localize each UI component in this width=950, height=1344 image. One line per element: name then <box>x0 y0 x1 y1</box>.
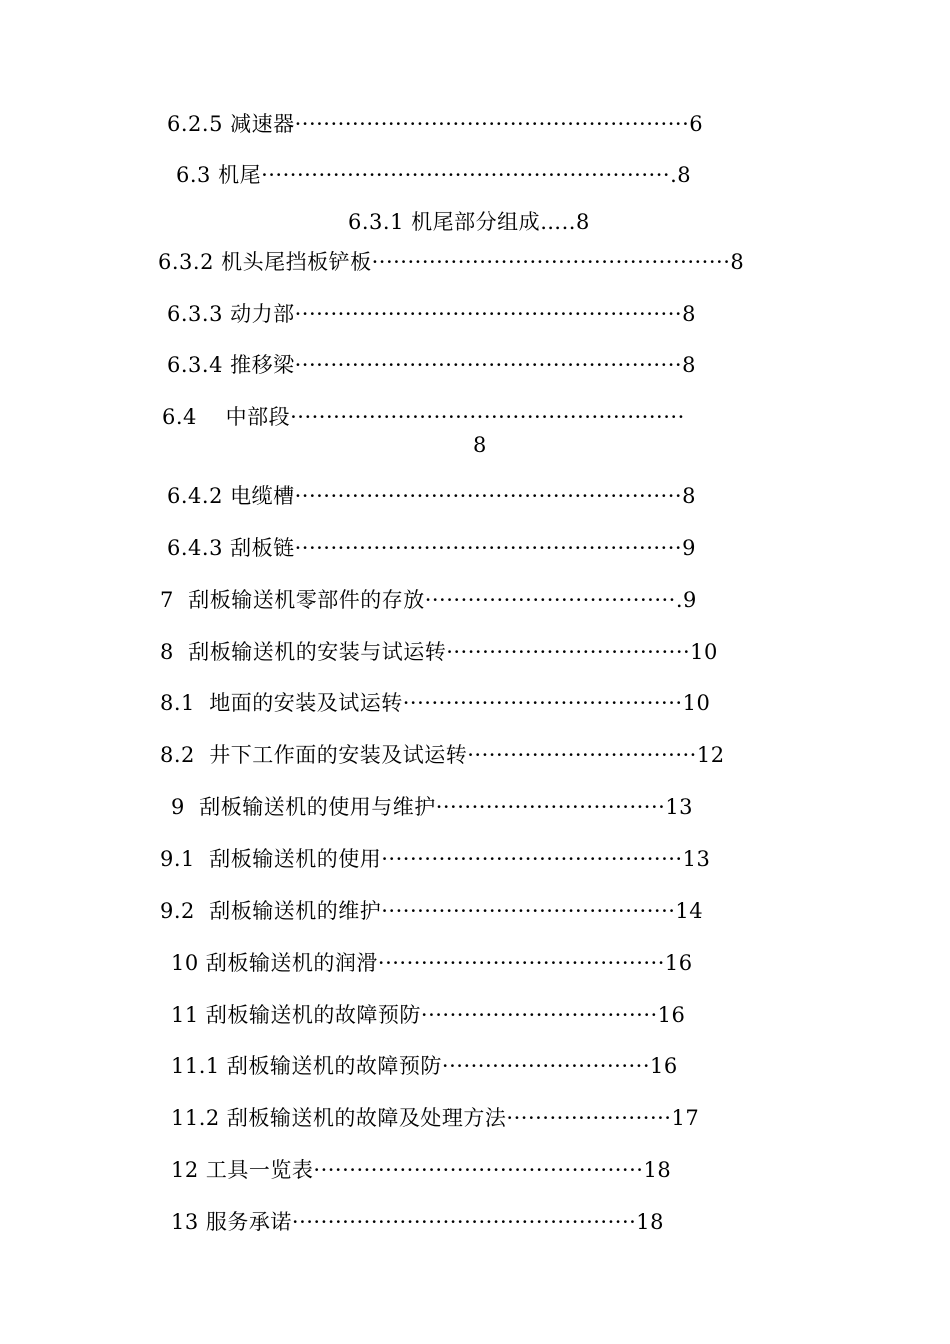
toc-entry <box>171 950 693 976</box>
toc-entry <box>167 352 696 378</box>
toc-entry-text: 8.2 井下工作面的安装及试运转································12 <box>160 743 725 767</box>
toc-entry <box>167 535 696 561</box>
toc-entry-text: 6.4 中部段······················································· <box>162 405 685 429</box>
toc-entry-text: 6.4.2 电缆槽······················································8 <box>167 484 696 508</box>
toc-entry <box>348 209 590 235</box>
toc-entry-text: 8 刮板输送机的安装与试运转··································10 <box>160 640 718 664</box>
toc-entry <box>171 1053 678 1079</box>
toc-entry <box>158 249 744 275</box>
toc-entry <box>167 111 703 137</box>
toc-entry-text: 8 <box>473 433 487 457</box>
toc-entry <box>160 846 710 872</box>
toc-entry <box>171 1209 664 1235</box>
toc-entry-text: 6.3.4 推移梁······················································8 <box>167 353 696 377</box>
toc-entry-text: 6.3 机尾·························································.8 <box>176 163 692 187</box>
toc-entry-text: 10 刮板输送机的润滑········································16 <box>171 951 693 975</box>
toc-entry <box>167 483 696 509</box>
toc-entry <box>171 1157 671 1183</box>
toc-entry <box>160 742 725 768</box>
toc-entry <box>160 639 718 665</box>
toc-entry <box>171 1105 699 1131</box>
toc-entry <box>473 432 487 458</box>
toc-entry <box>162 404 685 430</box>
toc-entry <box>171 1002 685 1028</box>
toc-entry-text: 6.3.2 机头尾挡板铲板··················································8 <box>158 250 745 274</box>
toc-entry-text: 7 刮板输送机零部件的存放···································.9 <box>160 588 697 612</box>
toc-entry <box>167 301 696 327</box>
toc-entry-text: 11.2 刮板输送机的故障及处理方法·······················17 <box>171 1106 700 1130</box>
toc-entry <box>176 162 691 188</box>
toc-entry-text: 6.2.5 减速器·······················································6 <box>167 112 704 136</box>
toc-entry-text: 6.3.1 机尾部分组成…..8 <box>348 210 590 234</box>
toc-entry <box>171 794 693 820</box>
toc-entry-text: 9 刮板输送机的使用与维护································13 <box>171 795 694 819</box>
toc-entry-text: 8.1 地面的安装及试运转·······································10 <box>160 691 711 715</box>
toc-entry-text: 12 工具一览表··············································18 <box>171 1158 672 1182</box>
toc-entry-text: 11 刮板输送机的故障预防·································16 <box>171 1003 686 1027</box>
toc-entry-text: 11.1 刮板输送机的故障预防·····························16 <box>171 1054 678 1078</box>
toc-entry-text: 9.2 刮板输送机的维护·········································14 <box>160 899 704 923</box>
toc-entry-text: 13 服务承诺················································18 <box>171 1210 665 1234</box>
toc-entry <box>160 587 697 613</box>
toc-entry-text: 6.3.3 动力部······················································8 <box>167 302 696 326</box>
toc-entry-text: 6.4.3 刮板链······················································9 <box>167 536 696 560</box>
toc-entry <box>160 898 703 924</box>
toc-entry <box>160 690 710 716</box>
toc-entry-text: 9.1 刮板输送机的使用··········································13 <box>160 847 711 871</box>
